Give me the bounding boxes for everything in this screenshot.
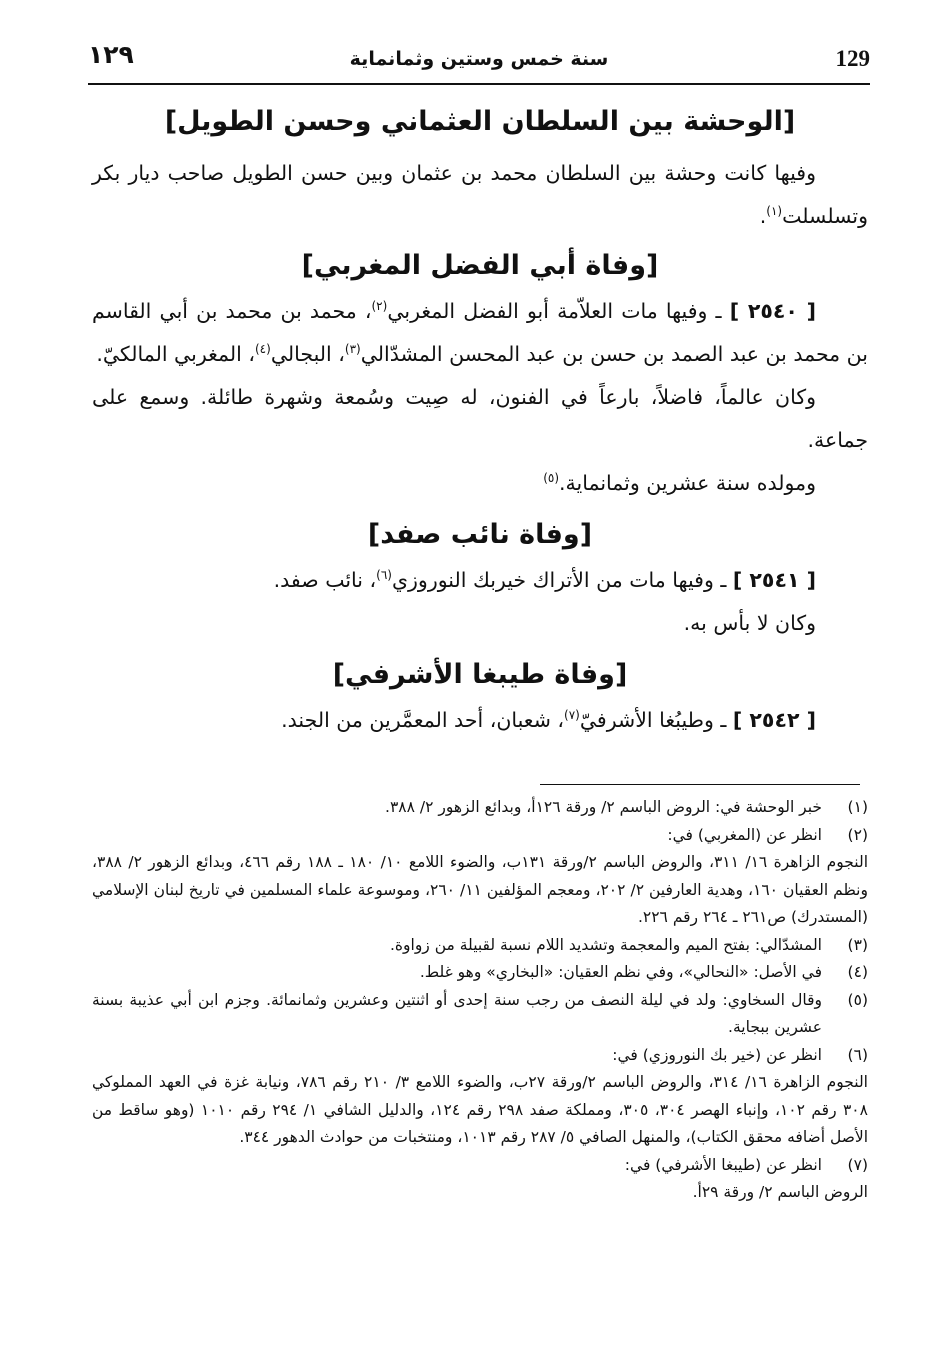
footnote-line: انظر عن (خير بك النوروزي) في: — [612, 1045, 822, 1064]
footnote-number: (٥) — [847, 990, 868, 1009]
footnote-line: خبر الوحشة في: الروض الباسم ٢/ ورقة ١٢٦أ، وبدائع الزهور ٢/ ٣٨٨. — [385, 798, 822, 816]
footnote-item — [92, 822, 868, 850]
footnote-line: في الأصل: «النحالي»، وفي نظم العقيان: «البخاري» وهو غلط. — [419, 963, 822, 981]
footnote-number: (١) — [847, 798, 868, 816]
paragraph: وكان عالماً، فاضلاً، بارعاً في الفنون، له صِيت وسُمعة وشهرة طائلة. وسمع على جماعة. — [92, 385, 868, 452]
footnote-item — [92, 1152, 868, 1180]
footnote-line: انظر عن (المغربي) في: — [667, 825, 822, 844]
footnote-line: انظر عن (طيبغا الأشرفي) في: — [624, 1155, 822, 1174]
paragraph-text: ، محمد بن محمد بن أبي القاسم بن محمد بن عبد الصمد بن حسن بن عبد المحسن المشدّالي — [92, 299, 868, 366]
paragraph-text: ، نائب صفد. — [273, 568, 377, 592]
paragraph-text: ـ وطيبُغا الأشرفيّ — [579, 708, 727, 732]
footnote-marker: (٧) — [564, 708, 580, 723]
section-heading: [الوحشة بين السلطان العثماني وحسن الطويل] — [164, 106, 796, 137]
paragraph — [92, 462, 868, 505]
page-number-arabic: ١٢٩ — [88, 40, 134, 69]
footnote-line: وقال السخاوي: ولد في ليلة النصف من رجب سنة إحدى أو اثنتين وعشرين وثمانمائة. وجزم ابن أبي عذيبة بسنة عشرين ببجاية. — [92, 990, 822, 1036]
paragraph-text: ومولده سنة عشرين وثمانماية. — [559, 471, 816, 495]
footnote-number: (٤) — [847, 963, 868, 981]
paragraph-text: ، البجالي — [270, 342, 345, 366]
paragraph-text-end: . — [759, 204, 767, 228]
section-heading: [وفاة أبي الفضل المغربي] — [301, 250, 659, 281]
section-heading: [وفاة نائب صفد] — [367, 519, 593, 550]
entry-number: [ ٢٥٤٢ ] — [732, 708, 816, 732]
footnote-number: (٣) — [847, 935, 868, 954]
footnote-separator — [540, 784, 860, 785]
entry-paragraph — [92, 699, 868, 742]
paragraph-text: ، شعبان، أحد المعمَّرين من الجند. — [281, 708, 565, 732]
paragraph-text: وفيها كانت وحشة بين السلطان محمد بن عثمان وبين حسن الطويل صاحب ديار بكر وتسلسلت — [92, 161, 868, 228]
footnote-number: (٢) — [847, 825, 868, 844]
footnote-marker: (٤) — [254, 342, 271, 357]
footnote-item — [92, 794, 868, 822]
paragraph — [92, 152, 868, 238]
header-rule — [88, 83, 870, 85]
entry-paragraph — [92, 559, 868, 602]
footnote-item — [92, 1042, 868, 1070]
footnote-line: النجوم الزاهرة ١٦/ ٣١١، والروض الباسم ٢/ورقة ١٣١ب، والضوء اللامع ١٠/ ١٨٠ ـ ١٨٨ رقم ٤٦٦، وبدائع الزهور ٢/ ٣٨٨، ونظم العقيان ١٦٠، وهدية العارفين ٢/ ٢٠٢، ومعجم المؤلفين ١١/ ٢٦٠، وموسوعة علماء المسلمين في تاريخ لبنان الإسلامي (المستدرك) ص٢٦١ ـ ٢٦٤ رقم ٢٢٦. — [92, 853, 868, 926]
paragraph-text: ـ وفيها مات العلاّمة أبو الفضل المغربي — [387, 299, 722, 323]
section-heading: [وفاة طيبغا الأشرفي] — [332, 659, 628, 690]
footnote-item — [92, 987, 868, 1042]
footnote-marker: (١) — [766, 204, 783, 219]
entry-paragraph — [92, 290, 868, 376]
footnote-number: (٧) — [847, 1155, 868, 1174]
footnote-number: (٦) — [847, 1045, 868, 1064]
footnote-item — [92, 959, 868, 987]
footnote-marker: (٢) — [371, 299, 388, 314]
footnote-line: النجوم الزاهرة ١٦/ ٣١٤، والروض الباسم ٢/ورقة ٢٧ب، والضوء اللامع ٣/ ٢١٠ رقم ٧٨٦، ونيابة غزة في العهد المملوكي ٣٠٨ رقم ١٠٢، وإنباء الهصر ٣٠٤، ٣٠٥، ومملكة صفد ٢٩٨ رقم ١٢٤، والدليل الشافي ١/ ٢٩٤ رقم ١٠١٠ (وهو ساقط من الأصل أضافه محقق الكتاب)، والمنهل الصافي ٥/ ٢٨٧ رقم ١٠١٣، ومنتخبات من حوادث الدهور ٣٤٤. — [92, 1073, 868, 1146]
page-number-latin: 129 — [835, 46, 870, 71]
footnote-marker: (٥) — [543, 471, 560, 486]
footnote-marker: (٦) — [376, 568, 392, 583]
paragraph: وكان لا بأس به. — [683, 611, 816, 635]
footnote-line: المشدّالي: بفتح الميم والمعجمة وتشديد اللام نسبة لقبيلة من زواوة. — [389, 935, 822, 954]
paragraph-text: ، المغربي المالكيّ. — [96, 342, 255, 366]
running-title: سنة خمس وستين وثمانماية — [349, 48, 609, 70]
footnote-line: الروض الباسم ٢/ ورقة ٢٩أ. — [692, 1183, 868, 1201]
main-text — [92, 98, 868, 742]
footnote-item — [92, 932, 868, 960]
entry-number: [ ٢٥٤١ ] — [732, 568, 816, 592]
paragraph-text: ـ وفيها مات من الأتراك خيربك النوروزي — [391, 568, 727, 592]
page-header — [88, 40, 870, 80]
entry-number: [ ٢٥٤٠ ] — [729, 299, 816, 323]
footnote-marker: (٣) — [344, 342, 361, 357]
footnotes — [92, 794, 868, 1207]
